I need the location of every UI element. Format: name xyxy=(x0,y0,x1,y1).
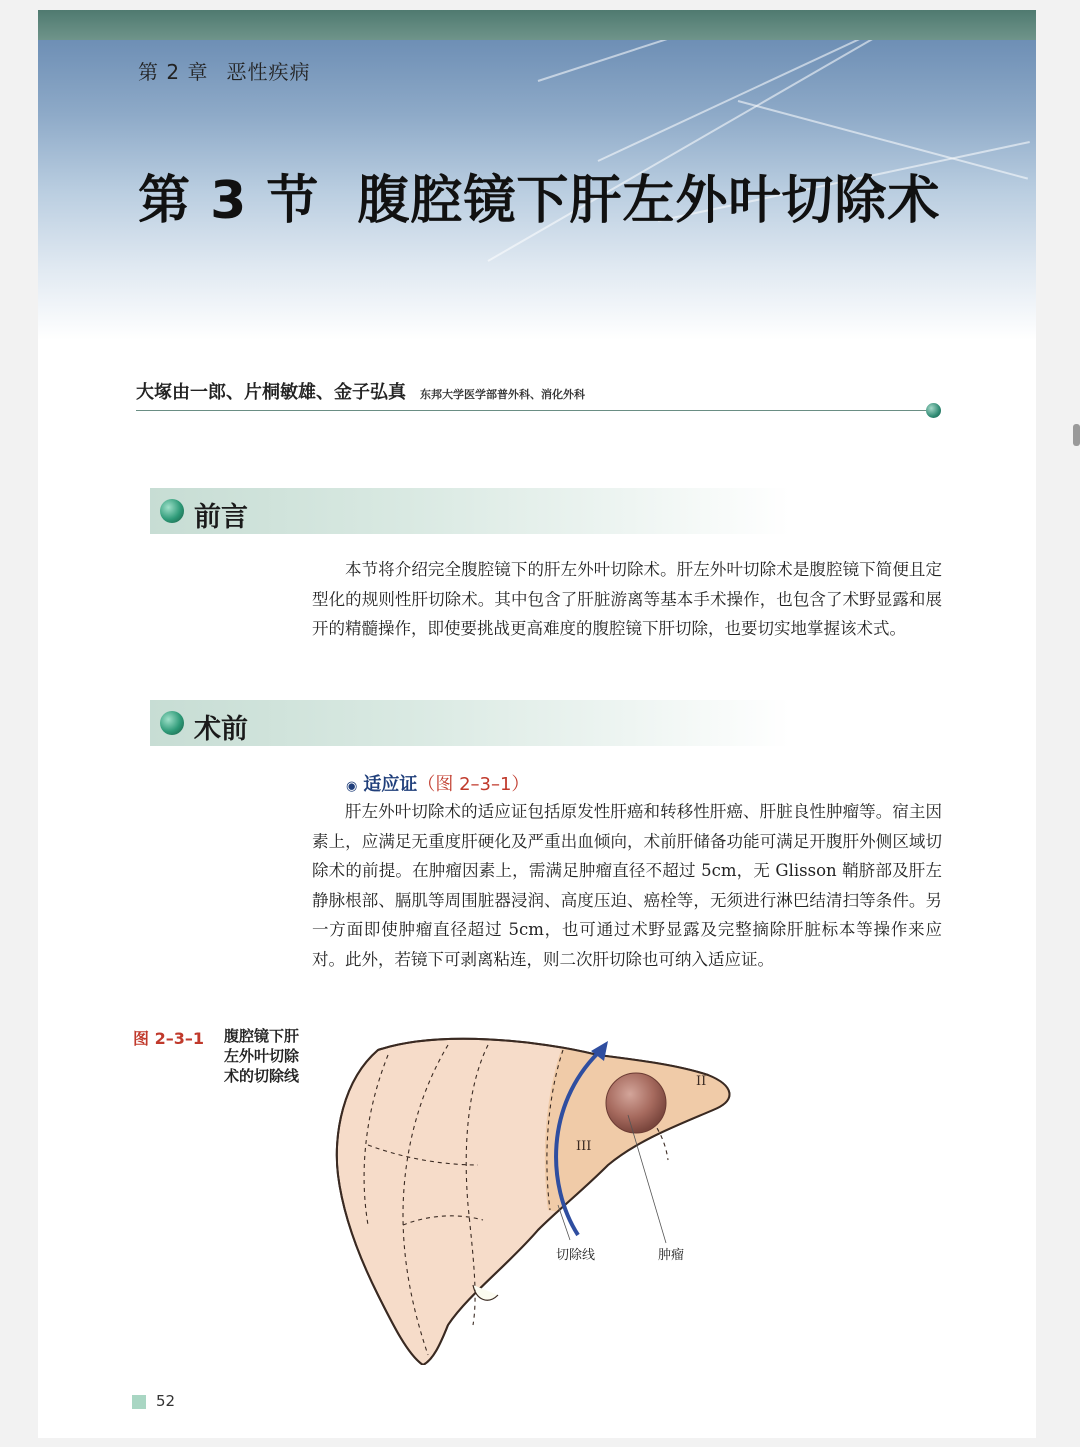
book-page xyxy=(38,10,1036,1438)
preop-bullet-icon xyxy=(160,711,184,735)
author-affiliation: 东邦大学医学部普外科、消化外科 xyxy=(420,388,585,401)
indications-text: 肝左外叶切除术的适应证包括原发性肝癌和转移性肝癌、肝脏良性肿瘤等。宿主因素上，应满足无重度肝硬化及严重出血倾向，术前肝储备功能可满足开腹肝外侧区域切除术的前提。在肿瘤因素上，需满足肿瘤直径不超过 5cm，无 Glisson 鞘脐部及肝左静脉根部、膈肌等周围脏器浸润、高度压迫、癌栓等，无须进行淋巴结清扫等条件。另一方面即使肿瘤直径超过 5cm，也可通过术野显露及完整摘除肝脏标本等操作来应对。此外，若镜下可剥离粘连，则二次肝切除也可纳入适应证。 xyxy=(312,802,942,969)
figure-label: 图 2–3–1 xyxy=(133,1029,204,1048)
chapter-name: 恶性疾病 xyxy=(226,60,311,84)
top-color-band xyxy=(38,10,1036,40)
author-names: 大塚由一郎、片桐敏雄、金子弘真 xyxy=(136,382,406,403)
figure-reference: （图 2–3–1） xyxy=(417,774,530,795)
segment-II-label: II xyxy=(696,1074,707,1089)
cut-line-label: 切除线 xyxy=(556,1248,596,1263)
section-title-text: 腹腔镜下肝左外叶切除术 xyxy=(357,171,941,231)
author-divider xyxy=(136,410,926,411)
preface-text: 本节将介绍完全腹腔镜下的肝左外叶切除术。肝左外叶切除术是腹腔镜下简便且定型化的规则性肝切除术。其中包含了肝脏游离等基本手术操作，也包含了术野显露和展开的精髓操作，即使要挑战更高难度的腹腔镜下肝切除，也要切实地掌握该术式。 xyxy=(312,560,942,638)
preop-heading-bar xyxy=(150,700,790,746)
gallbladder-outline xyxy=(473,1285,498,1300)
tumor-label: 肿瘤 xyxy=(658,1248,685,1263)
segment-III-label: III xyxy=(576,1139,592,1154)
subheading-bullet-icon: ◉ xyxy=(346,779,358,794)
section-title xyxy=(138,158,940,233)
author-line xyxy=(136,378,585,404)
scrollbar-handle[interactable] xyxy=(1073,424,1080,446)
preface-bullet-icon xyxy=(160,499,184,523)
liver-resection-figure xyxy=(308,1025,748,1365)
chapter-number: 第 2 章 xyxy=(138,60,209,84)
preface-heading-bar xyxy=(150,488,790,534)
preface-heading: 前言 xyxy=(194,502,248,533)
indications-title: 适应证 xyxy=(363,774,418,795)
chapter-heading xyxy=(138,56,310,85)
tumor-circle xyxy=(606,1073,666,1133)
preface-paragraph xyxy=(312,555,942,644)
section-number: 第 3 节 xyxy=(138,171,320,231)
page-number: 52 xyxy=(156,1392,176,1410)
preop-heading: 术前 xyxy=(194,714,248,745)
figure-caption: 腹腔镜下肝左外叶切除术的切除线 xyxy=(224,1027,300,1085)
indications-subheading xyxy=(346,770,529,796)
divider-dot xyxy=(926,403,941,418)
indications-paragraph xyxy=(312,797,942,974)
page-number-marker xyxy=(132,1395,146,1409)
